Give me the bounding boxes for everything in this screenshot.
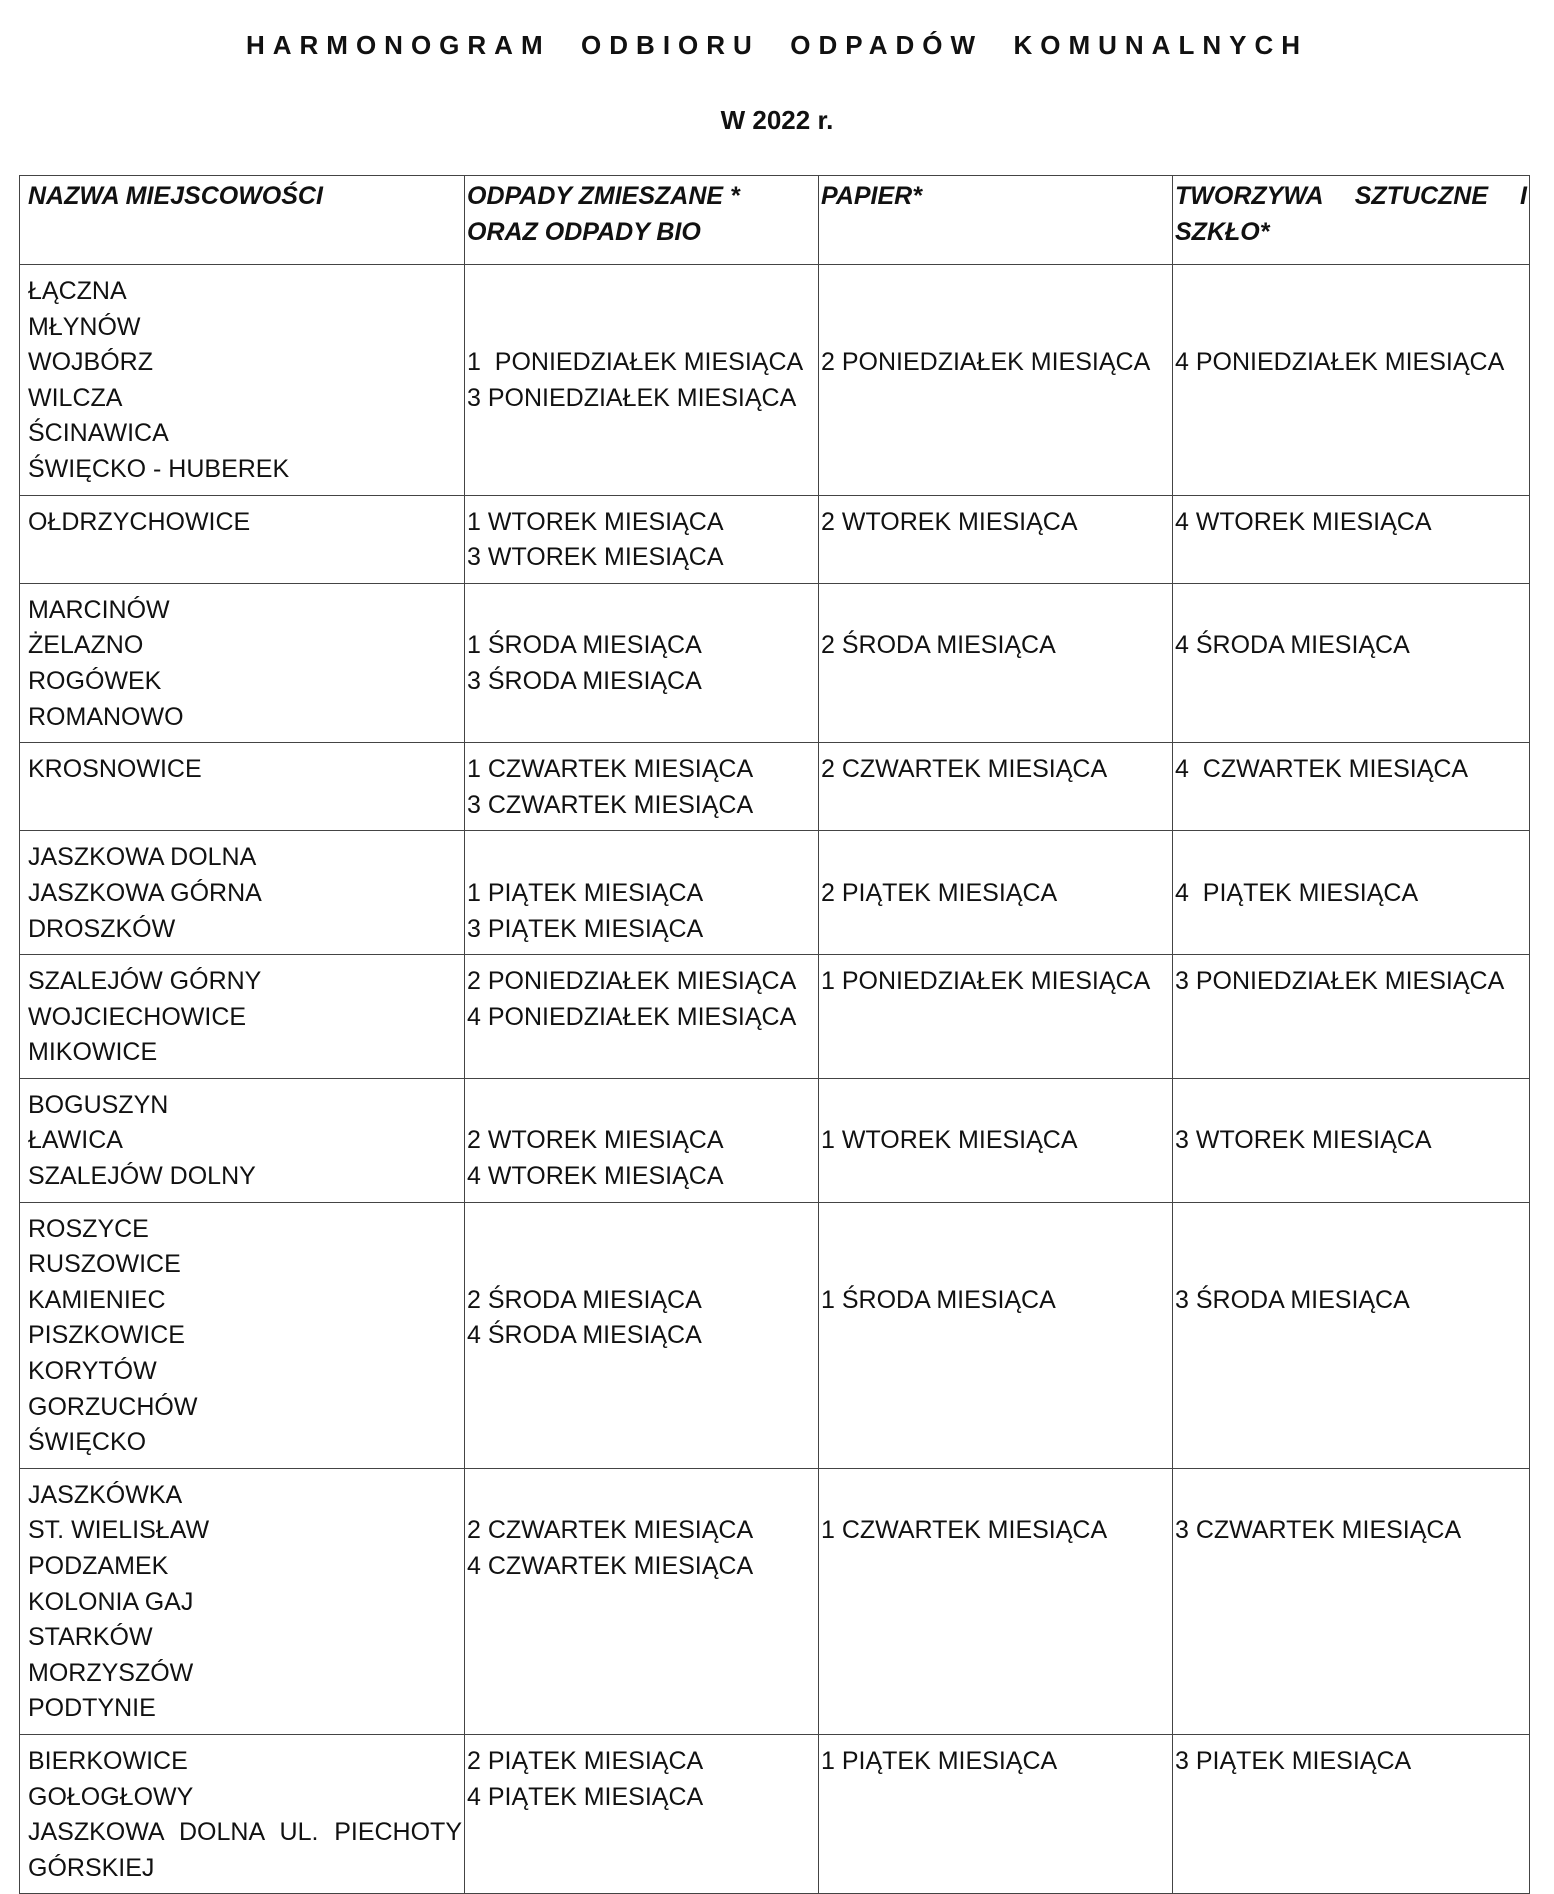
table-row: [20, 583, 1530, 742]
place-names-cell: [20, 1078, 465, 1202]
place-name: BIERKOWICE: [28, 1746, 188, 1775]
place-name: WOJBÓRZ: [28, 348, 153, 377]
plastic-glass-date: 4 PONIEDZIAŁEK MIESIĄCA: [1175, 348, 1505, 377]
paper-cell: [819, 265, 1173, 496]
plastic-glass-date: 3 PIĄTEK MIESIĄCA: [1175, 1746, 1412, 1775]
place-name: JASZKÓWKA: [28, 1480, 183, 1509]
mixed-waste-date: 1 PIĄTEK MIESIĄCA: [467, 878, 704, 907]
mixed-waste-cell: [465, 743, 819, 831]
mixed-waste-date: 2 CZWARTEK MIESIĄCA: [467, 1516, 754, 1545]
place-name: GÓRSKIEJ: [28, 1853, 155, 1882]
header-paper: PAPIER*: [819, 176, 1173, 265]
paper-date: 1 WTOREK MIESIĄCA: [821, 1126, 1078, 1155]
paper-date: 1 PONIEDZIAŁEK MIESIĄCA: [821, 967, 1151, 996]
place-names-cell: [20, 265, 465, 496]
mixed-waste-cell: [465, 1468, 819, 1734]
plastic-glass-date: 3 PONIEDZIAŁEK MIESIĄCA: [1175, 967, 1505, 996]
table-row: [20, 743, 1530, 831]
paper-date: 2 WTOREK MIESIĄCA: [821, 507, 1078, 536]
mixed-waste-date: 3 WTOREK MIESIĄCA: [467, 543, 724, 572]
place-name: ROGÓWEK: [28, 666, 162, 695]
mixed-waste-date: 1 ŚRODA MIESIĄCA: [467, 631, 702, 660]
mixed-waste-cell: [465, 1202, 819, 1468]
table-row: [20, 1468, 1530, 1734]
paper-cell: [819, 831, 1173, 955]
place-name: ŻELAZNO: [28, 631, 144, 660]
header-plastic-glass: TWORZYWA SZTUCZNE I SZKŁO*: [1173, 176, 1530, 265]
place-name: OŁDRZYCHOWICE: [28, 507, 251, 536]
plastic-glass-date: 3 ŚRODA MIESIĄCA: [1175, 1285, 1410, 1314]
table-row: [20, 495, 1530, 583]
place-name: MIKOWICE: [28, 1038, 158, 1067]
mixed-waste-date: 4 ŚRODA MIESIĄCA: [467, 1321, 702, 1350]
header-mixed-waste: ODPADY ZMIESZANE * ORAZ ODPADY BIO: [465, 176, 819, 265]
mixed-waste-date: 4 PIĄTEK MIESIĄCA: [467, 1782, 704, 1811]
place-name: RUSZOWICE: [28, 1250, 181, 1279]
place-name: ŁAWICA: [28, 1126, 123, 1155]
plastic-glass-cell: [1173, 495, 1530, 583]
mixed-waste-date: 2 WTOREK MIESIĄCA: [467, 1126, 724, 1155]
place-name: JASZKOWA DOLNA UL. PIECHOTY: [28, 1818, 462, 1847]
place-name: KAMIENIEC: [28, 1285, 166, 1314]
place-name: WILCZA: [28, 383, 123, 412]
plastic-glass-cell: [1173, 583, 1530, 742]
paper-date: 2 ŚRODA MIESIĄCA: [821, 631, 1056, 660]
place-name: DROSZKÓW: [28, 914, 176, 943]
mixed-waste-date: 4 CZWARTEK MIESIĄCA: [467, 1552, 754, 1580]
place-name: STARKÓW: [28, 1623, 153, 1652]
plastic-glass-date: 3 CZWARTEK MIESIĄCA: [1175, 1516, 1462, 1545]
place-names-cell: [20, 583, 465, 742]
mixed-waste-date: 2 ŚRODA MIESIĄCA: [467, 1285, 702, 1314]
mixed-waste-date: 1 CZWARTEK MIESIĄCA: [467, 755, 754, 784]
place-name: PODZAMEK: [28, 1552, 169, 1580]
place-names-cell: [20, 831, 465, 955]
plastic-glass-cell: [1173, 1202, 1530, 1468]
paper-date: 2 CZWARTEK MIESIĄCA: [821, 755, 1108, 784]
place-name: JASZKOWA GÓRNA: [28, 878, 262, 907]
paper-date: 2 PONIEDZIAŁEK MIESIĄCA: [821, 348, 1151, 377]
paper-date: 1 CZWARTEK MIESIĄCA: [821, 1516, 1108, 1545]
table-row: [20, 1202, 1530, 1468]
table-row: [20, 1078, 1530, 1202]
place-name: GORZUCHÓW: [28, 1392, 198, 1421]
plastic-glass-cell: [1173, 955, 1530, 1079]
place-name: MARCINÓW: [28, 595, 170, 624]
table-row: [20, 1734, 1530, 1893]
mixed-waste-date: 4 PONIEDZIAŁEK MIESIĄCA: [467, 1002, 797, 1031]
mixed-waste-date: 2 PONIEDZIAŁEK MIESIĄCA: [467, 967, 797, 996]
plastic-glass-date: 4 PIĄTEK MIESIĄCA: [1175, 878, 1419, 907]
place-name: BOGUSZYN: [28, 1090, 169, 1119]
paper-cell: [819, 955, 1173, 1079]
plastic-glass-date: 4 CZWARTEK MIESIĄCA: [1175, 755, 1469, 784]
document-subtitle: W 2022 r.: [720, 105, 834, 135]
mixed-waste-date: 2 PIĄTEK MIESIĄCA: [467, 1746, 704, 1775]
paper-cell: [819, 583, 1173, 742]
place-names-cell: [20, 1202, 465, 1468]
place-name: ŚWIĘCKO - HUBEREK: [28, 454, 290, 483]
place-name: KORYTÓW: [28, 1357, 157, 1386]
schedule-table: [19, 175, 1530, 1894]
place-name: ROSZYCE: [28, 1214, 149, 1243]
plastic-glass-date: 4 WTOREK MIESIĄCA: [1175, 507, 1432, 536]
mixed-waste-cell: [465, 831, 819, 955]
mixed-waste-date: 3 ŚRODA MIESIĄCA: [467, 666, 702, 695]
place-name: SZALEJÓW GÓRNY: [28, 967, 262, 996]
plastic-glass-cell: [1173, 743, 1530, 831]
place-name: KOLONIA GAJ: [28, 1587, 194, 1616]
mixed-waste-date: 4 WTOREK MIESIĄCA: [467, 1162, 724, 1191]
place-name: GOŁOGŁOWY: [28, 1782, 194, 1811]
place-name: KROSNOWICE: [28, 755, 202, 784]
plastic-glass-date: 3 WTOREK MIESIĄCA: [1175, 1126, 1432, 1155]
paper-cell: [819, 1078, 1173, 1202]
plastic-glass-date: 4 ŚRODA MIESIĄCA: [1175, 631, 1410, 660]
place-name: ŁĄCZNA: [28, 277, 127, 305]
place-name: MŁYNÓW: [28, 312, 141, 341]
place-names-cell: [20, 743, 465, 831]
place-name: ŚCINAWICA: [28, 419, 169, 448]
mixed-waste-cell: [465, 955, 819, 1079]
place-names-cell: [20, 495, 465, 583]
place-name: PISZKOWICE: [28, 1321, 185, 1350]
paper-cell: [819, 743, 1173, 831]
mixed-waste-date: 3 CZWARTEK MIESIĄCA: [467, 790, 754, 819]
place-names-cell: [20, 1468, 465, 1734]
paper-date: 1 ŚRODA MIESIĄCA: [821, 1285, 1056, 1314]
plastic-glass-cell: [1173, 265, 1530, 496]
plastic-glass-cell: [1173, 1078, 1530, 1202]
plastic-glass-cell: [1173, 1734, 1530, 1893]
place-name: ROMANOWO: [28, 702, 184, 731]
place-names-cell: [20, 955, 465, 1079]
place-names-cell: [20, 1734, 465, 1893]
mixed-waste-cell: [465, 1078, 819, 1202]
mixed-waste-date: 1 PONIEDZIAŁEK MIESIĄCA: [467, 348, 804, 377]
mixed-waste-cell: [465, 1734, 819, 1893]
place-name: ST. WIELISŁAW: [28, 1516, 210, 1545]
place-name: WOJCIECHOWICE: [28, 1002, 247, 1031]
mixed-waste-date: 3 PONIEDZIAŁEK MIESIĄCA: [467, 383, 797, 412]
mixed-waste-cell: [465, 583, 819, 742]
paper-cell: [819, 1202, 1173, 1468]
paper-date: 1 PIĄTEK MIESIĄCA: [821, 1746, 1058, 1775]
table-row: [20, 265, 1530, 496]
header-place-name: NAZWA MIEJSCOWOŚCI: [20, 176, 465, 265]
mixed-waste-cell: [465, 265, 819, 496]
paper-date: 2 PIĄTEK MIESIĄCA: [821, 878, 1058, 907]
mixed-waste-date: 3 PIĄTEK MIESIĄCA: [467, 914, 704, 943]
plastic-glass-cell: [1173, 1468, 1530, 1734]
mixed-waste-date: 1 WTOREK MIESIĄCA: [467, 507, 724, 536]
place-name: PODTYNIE: [28, 1694, 156, 1723]
place-name: MORZYSZÓW: [28, 1658, 194, 1687]
document-title: HARMONOGRAM ODBIORU ODPADÓW KOMUNALNYCH: [245, 30, 1309, 60]
paper-cell: [819, 1468, 1173, 1734]
place-name: ŚWIĘCKO: [28, 1428, 147, 1457]
plastic-glass-cell: [1173, 831, 1530, 955]
paper-cell: [819, 495, 1173, 583]
paper-cell: [819, 1734, 1173, 1893]
table-row: [20, 831, 1530, 955]
place-name: JASZKOWA DOLNA: [28, 843, 257, 872]
table-row: [20, 955, 1530, 1079]
table-header-row: [20, 176, 1530, 265]
place-name: SZALEJÓW DOLNY: [28, 1162, 256, 1191]
mixed-waste-cell: [465, 495, 819, 583]
